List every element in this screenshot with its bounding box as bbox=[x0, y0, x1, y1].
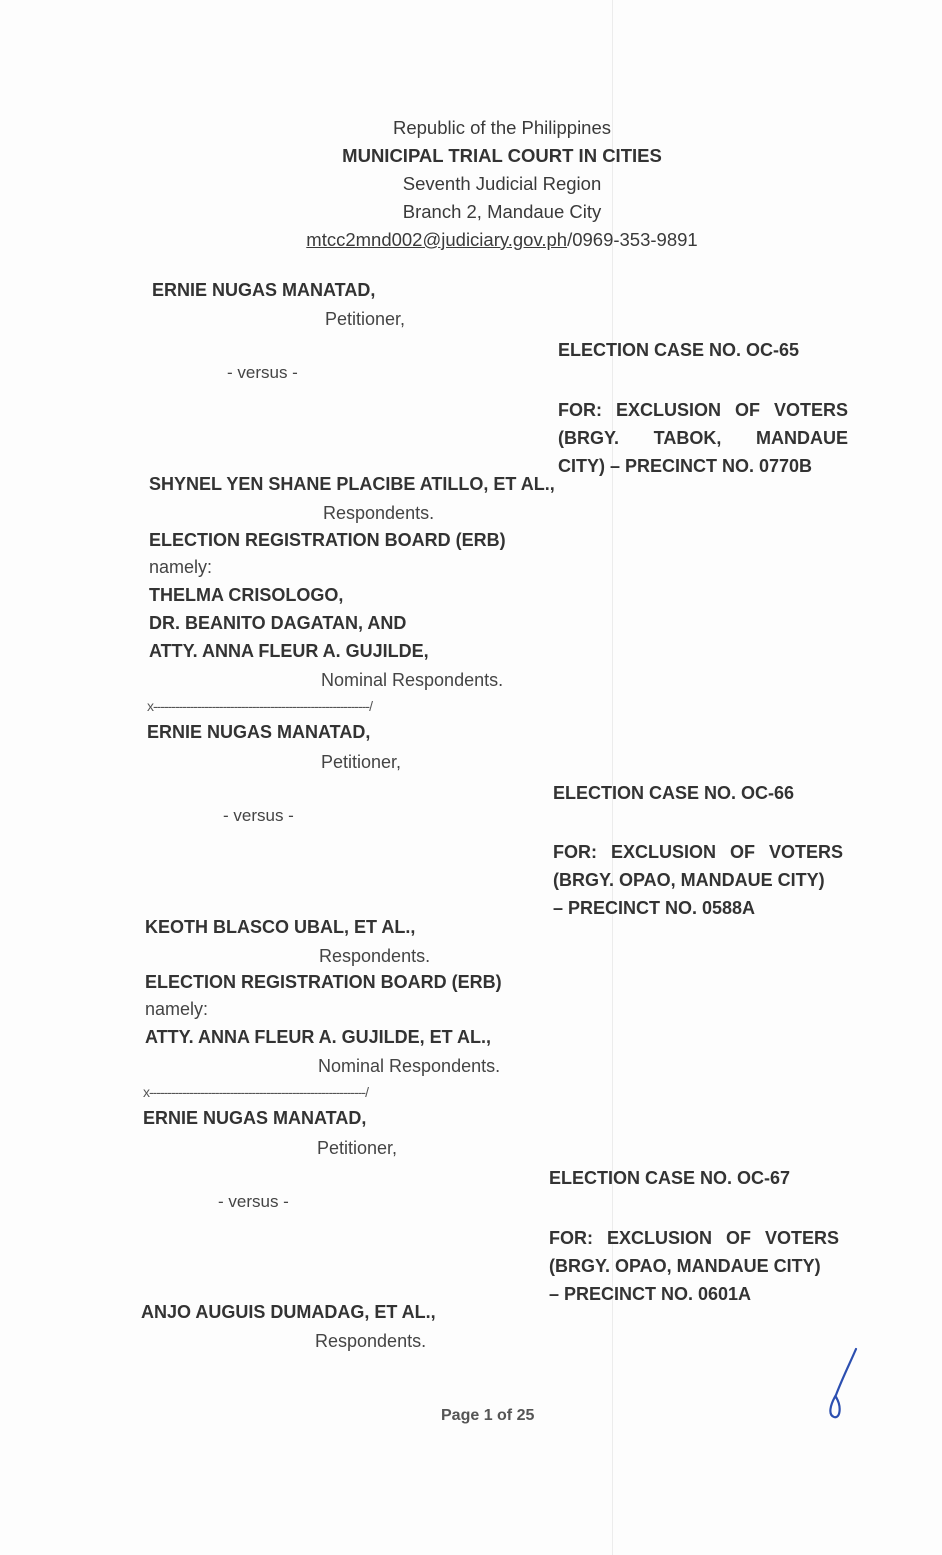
respondent-role: Respondents. bbox=[319, 946, 431, 966]
versus-label: - versus - bbox=[227, 363, 298, 382]
respondent-name: KEOTH BLASCO UBAL, ET AL., bbox=[145, 917, 416, 937]
case-number: ELECTION CASE NO. OC-67 bbox=[549, 1168, 791, 1188]
contact-line bbox=[0, 226, 942, 254]
respondent-name: SHYNEL YEN SHANE PLACIBE ATILLO, ET AL., bbox=[149, 474, 555, 494]
petitioner-role: Petitioner, bbox=[325, 309, 406, 329]
court-header bbox=[0, 114, 942, 254]
nominal-role: Nominal Respondents. bbox=[318, 1056, 501, 1076]
case-subject: FOR: EXCLUSION OF VOTERS (BRGY. OPAO, MANDAUE CITY) – PRECINCT NO. 0588A bbox=[553, 842, 843, 918]
petitioner-role: Petitioner, bbox=[317, 1138, 398, 1158]
namely-label: namely: bbox=[145, 999, 209, 1019]
case-separator: x-----------------------------------------------------------/ bbox=[147, 698, 372, 714]
case-subject: FOR: EXCLUSION OF VOTERS (BRGY. OPAO, MANDAUE CITY) – PRECINCT NO. 0601A bbox=[549, 1228, 839, 1304]
respondent-role: Respondents. bbox=[315, 1331, 427, 1351]
email-link[interactable]: mtcc2mnd002@judiciary.gov.ph bbox=[306, 229, 568, 250]
versus-label: - versus - bbox=[223, 806, 294, 825]
versus-label: - versus - bbox=[218, 1192, 289, 1211]
respondent-name: ANJO AUGUIS DUMADAG, ET AL., bbox=[141, 1302, 436, 1322]
branch-line: Branch 2, Mandaue City bbox=[402, 201, 602, 222]
erb-label: ELECTION REGISTRATION BOARD (ERB) bbox=[149, 530, 506, 550]
case-separator: x-----------------------------------------------------------/ bbox=[143, 1084, 368, 1100]
signature-initial-icon bbox=[820, 1345, 864, 1430]
nominal-role: Nominal Respondents. bbox=[321, 670, 504, 690]
petitioner-name: ERNIE NUGAS MANATAD, bbox=[147, 722, 371, 742]
nominal-respondent: DR. BEANITO DAGATAN, AND bbox=[149, 613, 407, 633]
erb-label: ELECTION REGISTRATION BOARD (ERB) bbox=[145, 972, 502, 992]
phone-number: /0969-353-9891 bbox=[567, 229, 698, 250]
petitioner-name: ERNIE NUGAS MANATAD, bbox=[152, 280, 376, 300]
page-number: Page 1 of 25 bbox=[441, 1407, 535, 1424]
nominal-respondent: ATTY. ANNA FLEUR A. GUJILDE, ET AL., bbox=[145, 1027, 491, 1047]
nominal-respondent: ATTY. ANNA FLEUR A. GUJILDE, bbox=[149, 641, 429, 661]
nominal-respondent: THELMA CRISOLOGO, bbox=[149, 585, 344, 605]
case-subject: FOR: EXCLUSION OF VOTERS (BRGY. TABOK, MANDAUE CITY) – PRECINCT NO. 0770B bbox=[558, 400, 848, 476]
petitioner-role: Petitioner, bbox=[321, 752, 402, 772]
case-number: ELECTION CASE NO. OC-66 bbox=[553, 783, 795, 803]
republic-line: Republic of the Philippines bbox=[392, 117, 612, 138]
court-name: MUNICIPAL TRIAL COURT IN CITIES bbox=[342, 145, 662, 166]
namely-label: namely: bbox=[149, 557, 213, 577]
petitioner-name: ERNIE NUGAS MANATAD, bbox=[143, 1108, 367, 1128]
case-number: ELECTION CASE NO. OC-65 bbox=[558, 340, 800, 360]
region-line: Seventh Judicial Region bbox=[402, 173, 602, 194]
respondent-role: Respondents. bbox=[323, 503, 435, 523]
